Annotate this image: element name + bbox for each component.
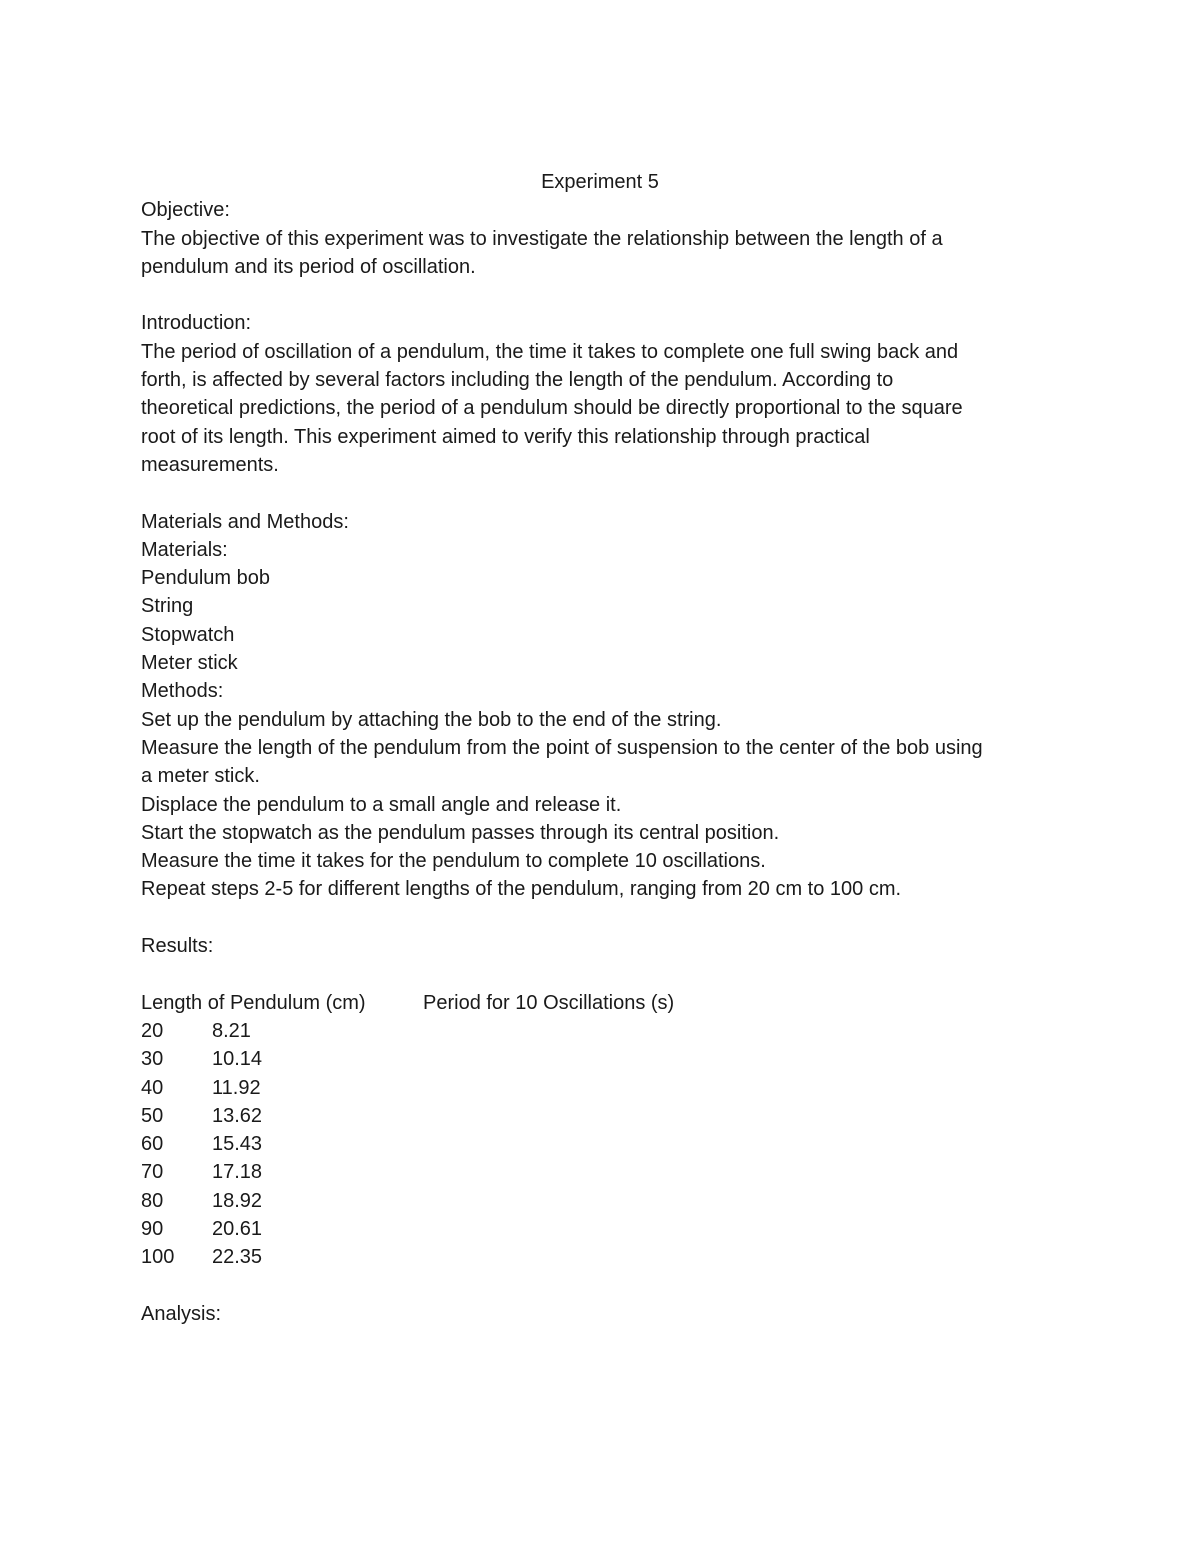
material-item: String bbox=[141, 595, 194, 618]
period-cell: 17.18 bbox=[212, 1161, 263, 1184]
length-cell: 20 bbox=[141, 1019, 164, 1042]
method-line: Measure the length of the pendulum from the point of suspension to the center of the bob using bbox=[141, 736, 983, 759]
material-item: Pendulum bob bbox=[141, 567, 270, 590]
table-row bbox=[141, 1243, 1061, 1271]
method-line: Measure the time it takes for the pendulum to complete 10 oscillations. bbox=[141, 850, 766, 873]
table-row bbox=[141, 1187, 1061, 1215]
method-line: Start the stopwatch as the pendulum passes through its central position. bbox=[141, 821, 780, 844]
period-cell: 10.14 bbox=[212, 1048, 263, 1071]
length-cell: 90 bbox=[141, 1217, 164, 1240]
table-row bbox=[141, 1102, 1061, 1130]
material-item: Stopwatch bbox=[141, 623, 235, 646]
period-cell: 18.92 bbox=[212, 1189, 263, 1212]
document-title: Experiment 5 bbox=[541, 171, 659, 193]
length-cell: 100 bbox=[141, 1246, 175, 1269]
introduction-line: The period of oscillation of a pendulum, the time it takes to complete one full swing back and bbox=[141, 340, 959, 363]
spacer bbox=[141, 281, 1061, 309]
length-cell: 60 bbox=[141, 1133, 164, 1156]
length-cell: 70 bbox=[141, 1161, 164, 1184]
period-cell: 11.92 bbox=[212, 1076, 261, 1099]
material-item: Meter stick bbox=[141, 652, 238, 675]
length-cell: 30 bbox=[141, 1048, 164, 1071]
spacer bbox=[141, 479, 1061, 507]
length-cell: 40 bbox=[141, 1076, 164, 1099]
period-cell: 22.35 bbox=[212, 1246, 263, 1269]
introduction-line: forth, is affected by several factors including the length of the pendulum. According to bbox=[141, 369, 894, 392]
results-table-header bbox=[141, 989, 1061, 1017]
length-cell: 80 bbox=[141, 1189, 164, 1212]
table-row bbox=[141, 1130, 1061, 1158]
materials-heading: Materials: bbox=[141, 538, 228, 561]
materials-methods-heading: Materials and Methods: bbox=[141, 510, 349, 533]
method-line: a meter stick. bbox=[141, 765, 260, 788]
table-row bbox=[141, 1158, 1061, 1186]
introduction-line: theoretical predictions, the period of a pendulum should be directly proportional to the square bbox=[141, 397, 963, 420]
analysis-heading: Analysis: bbox=[141, 1302, 222, 1325]
results-heading: Results: bbox=[141, 935, 214, 958]
introduction-line: root of its length. This experiment aimed to verify this relationship through practical bbox=[141, 425, 870, 448]
table-row bbox=[141, 1074, 1061, 1102]
period-cell: 20.61 bbox=[212, 1217, 263, 1240]
objective-line: pendulum and its period of oscillation. bbox=[141, 255, 476, 278]
period-cell: 8.21 bbox=[212, 1019, 251, 1042]
introduction-heading: Introduction: bbox=[141, 312, 252, 335]
objective-line: The objective of this experiment was to investigate the relationship between the length of a bbox=[141, 227, 943, 250]
period-cell: 13.62 bbox=[212, 1104, 263, 1127]
column-header-length: Length of Pendulum (cm) bbox=[141, 991, 366, 1014]
method-line: Repeat steps 2-5 for different lengths of the pendulum, ranging from 20 cm to 100 cm. bbox=[141, 878, 902, 901]
length-cell: 50 bbox=[141, 1104, 164, 1127]
methods-heading: Methods: bbox=[141, 680, 224, 703]
method-line: Set up the pendulum by attaching the bob to the end of the string. bbox=[141, 708, 722, 731]
spacer bbox=[141, 1272, 1061, 1300]
table-row bbox=[141, 1017, 1061, 1045]
period-cell: 15.43 bbox=[212, 1133, 263, 1156]
table-row bbox=[141, 1045, 1061, 1073]
spacer bbox=[141, 960, 1061, 988]
spacer bbox=[141, 904, 1061, 932]
document-page bbox=[141, 168, 1061, 1328]
method-line: Displace the pendulum to a small angle and release it. bbox=[141, 793, 622, 816]
objective-heading: Objective: bbox=[141, 199, 230, 222]
column-header-period: Period for 10 Oscillations (s) bbox=[423, 991, 675, 1014]
table-row bbox=[141, 1215, 1061, 1243]
introduction-line: measurements. bbox=[141, 453, 279, 476]
